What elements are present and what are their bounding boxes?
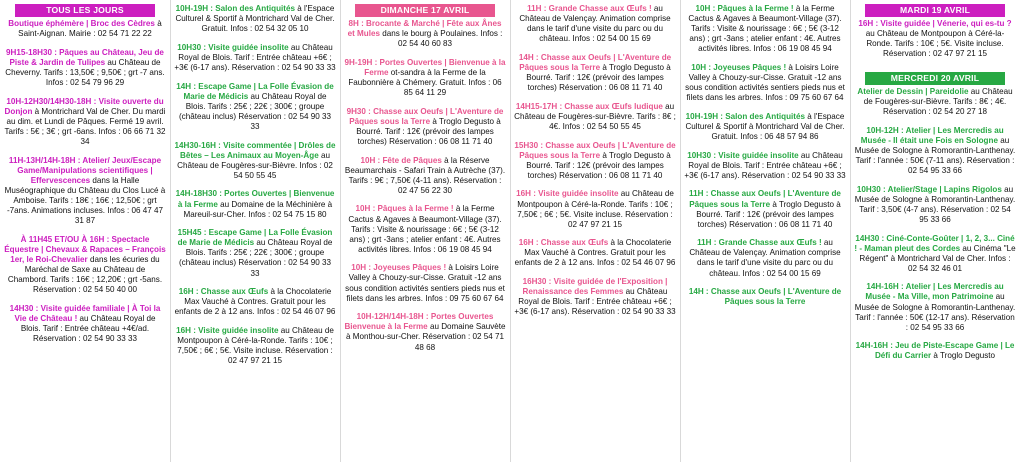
event-entry xyxy=(344,312,506,352)
event-title[interactable]: 10H-19H : Salon des Antiquités xyxy=(685,111,805,121)
event-entry xyxy=(514,238,676,268)
event-title[interactable]: 11H-13H/14H-18H : Atelier/ Jeux/Escape Game/Manipulations scientifiques | Effervescences xyxy=(8,155,162,185)
event-title[interactable]: 16H : Chasse aux Œufs xyxy=(178,287,269,297)
event-entry xyxy=(684,151,846,181)
event-details: au Château Royal de Blois. Tarif : Entrée château +6€ ; +3€ (6-17 ans). Réservation : 02 54 90 33 33 xyxy=(684,150,846,180)
event-title[interactable]: 10H-12H/14H-18H : Portes Ouvertes Bienvenue à la Ferme xyxy=(344,312,494,332)
event-entry xyxy=(514,277,676,317)
event-title[interactable]: Boutique éphémère | Broc des Cèdres xyxy=(8,19,155,28)
event-title[interactable]: 14H30 : Ciné-Conte-Goûter | 1, 2, 3... Ciné ! - Maman pleut des Cordes xyxy=(854,233,1015,253)
event-title[interactable]: 16H : Chasse aux Œufs xyxy=(518,238,609,248)
event-title[interactable]: 14H-18H30 : Portes Ouvertes | Bienvenue à la Ferme xyxy=(175,189,335,209)
event-entry xyxy=(854,234,1016,274)
column-3 xyxy=(344,0,506,462)
event-details: dans le bourg à Poulaines. Infos : 02 54 40 60 83 xyxy=(382,29,503,49)
event-title[interactable]: 14H15-17H : Chasse aux Œufs ludique xyxy=(515,101,663,111)
event-title[interactable]: 10H-12H : Atelier | Les Mercredis au Musée - Il était une Fois en Sologne xyxy=(860,125,1004,145)
event-details: au Château de Fougères-sur-Bièvre. Tarifs : 8€ ; 4€. Réservation : 02 54 20 27 18 xyxy=(863,86,1013,117)
event-entry xyxy=(174,228,336,278)
event-title[interactable]: 14H30-16H : Visite commentée | Drôles de Bêtes – Les Animaux au Moyen-Âge xyxy=(174,140,336,160)
event-details: au Château de Montpoupon à Céré-la-Ronde. Tarifs : 10€ ; 7,50€ ; 6€ ; 5€. Visite incluse. Réservation : 02 47 97 21 15 xyxy=(177,325,334,366)
event-entry xyxy=(174,287,336,317)
event-title[interactable]: 14H-16H : Atelier | Les Mercredis au Musée - Ma Ville, mon Patrimoine xyxy=(865,282,1004,302)
event-title[interactable]: 10H : Joyeuses Pâques ! xyxy=(351,263,447,273)
event-details: au Château de Fougères-sur-Bièvre. Infos : 02 54 50 55 45 xyxy=(177,150,333,180)
event-entry xyxy=(344,263,506,303)
event-title[interactable]: 14H-16H : Jeu de Piste-Escape Game | Le Défi du Carrier xyxy=(855,341,1015,361)
event-entry xyxy=(684,112,846,142)
event-details: à Saint-Aignan. Mairie : 02 54 71 22 22 xyxy=(18,19,162,39)
event-details: à l'Espace Culturel & Sportif à Montrichard Val de Cher. Gratuit. Infos : 02 54 32 05 10 xyxy=(175,4,335,34)
event-details: au Château de Valençay. Animation comprise dans le tarif d'une visite du parc ou du château. Infos : 02 54 00 15 69 xyxy=(519,4,671,44)
event-entry xyxy=(854,341,1016,361)
event-title[interactable]: 10H : Pâques à la Ferme ! xyxy=(695,4,794,13)
day-header: TOUS LES JOURS xyxy=(15,4,155,17)
event-details: à la Ferme Cactus & Agaves à Beaumont-Village (37). Tarifs : Visite & nourissage : 6€ ; 5€ (3-12 ans) ; grt -3ans ; atelier enfant : 4€. Autres activités libres. Infos : 06 19 08 45 94 xyxy=(688,4,842,54)
event-title[interactable]: 10H30 : Visite guidée insolite xyxy=(177,42,289,52)
event-title[interactable]: 16H : Visite guidée insolite xyxy=(516,189,619,199)
event-title[interactable]: 9H30 : Chasse aux Oeufs | L'Aventure de Pâques sous la Terre xyxy=(346,106,504,126)
event-entry xyxy=(174,189,336,219)
event-entry xyxy=(854,19,1016,59)
event-title[interactable]: 16H30 : Visite guidée de l'Exposition | Renaissance des Femmes xyxy=(522,277,668,297)
column-2 xyxy=(174,0,336,462)
event-entry xyxy=(514,4,676,44)
event-details: à Troglo Degusto à Bourré. Tarif : 12€ (prévoir des lampes torches) Réservation : 06 08 11 71 40 xyxy=(696,199,841,229)
event-entry xyxy=(514,141,676,181)
event-title[interactable]: 16H : Visite guidée insolite xyxy=(176,325,279,335)
column-1 xyxy=(4,0,166,462)
event-entry xyxy=(854,87,1016,117)
event-entry xyxy=(344,58,506,98)
event-title[interactable]: 10H-12H30/14H30-18H : Visite ouverte du Donjon xyxy=(4,96,164,116)
event-details: au Château Royal de Blois. Tarifs : 25€ ; 22€ ; 300€ ; groupe (château inclus) Réservation : 02 54 90 33 33 xyxy=(178,91,332,131)
event-title[interactable]: Atelier de Dessin | Pareidolie xyxy=(857,86,969,96)
event-entry xyxy=(514,102,676,132)
event-title[interactable]: À 11H45 ET/OU À 16H : Spectacle Équestre | Chevaux & Rapaces – François 1er, le Roi-Chevalier xyxy=(4,234,166,264)
event-entry xyxy=(4,235,166,296)
event-details: au Château Royal de Blois. Tarif : Entrée château +6€ ; +3€ (6-17 ans). Réservation : 02 54 90 33 33 xyxy=(514,287,676,317)
event-title[interactable]: 14H : Chasse aux Oeufs | L'Aventure de Pâques sous la Terre xyxy=(518,52,672,72)
event-details: au Château de Cheverny. Tarifs : 13,50€ ; 9,50€ ; grt -7 ans. Infos : 02 54 79 96 29 xyxy=(5,57,165,87)
event-title[interactable]: 11H : Grande Chasse aux Œufs ! xyxy=(527,4,652,13)
event-details: ot-sandra à la Ferme de la Faubonnière à Chémery. Gratuit. Infos : 06 85 64 11 29 xyxy=(348,67,502,98)
event-entry xyxy=(854,126,1016,176)
event-details: au Domaine Sauvète à Monthou-sur-Cher. Réservation : 02 54 71 48 68 xyxy=(346,322,506,352)
day-header: DIMANCHE 17 AVRIL xyxy=(355,4,495,17)
event-details: au Château Royal de Blois. Tarif : Entrée château +4€/ad. Réservation : 02 54 90 33 33 xyxy=(20,313,156,344)
event-entry xyxy=(344,204,506,254)
event-title[interactable]: 10H-19H : Salon des Antiquités xyxy=(175,4,295,13)
event-details: à Troglo Degusto à Bourré. Tarif : 12€ (prévoir des lampes torches) Réservation : 06 08 11 71 40 xyxy=(526,62,671,93)
event-title[interactable]: 10H30 : Visite guidée insolite xyxy=(687,150,799,160)
event-entry xyxy=(174,4,336,34)
event-details: au Château de Valençay. Animation comprise dans le tarif d'une visite du parc ou du château. Infos : 02 54 00 15 69 xyxy=(689,238,841,278)
event-details: au Domaine de la Méchinière à Mareuil-sur-Cher. Infos : 02 54 75 15 80 xyxy=(183,199,333,219)
event-details: au Musée de Sologne à Romorantin-Lanthenay. Tarif : 3,50€ (4-7 ans). Réservation : 02 54 95 33 66 xyxy=(854,184,1016,224)
event-entry xyxy=(4,97,166,147)
event-title[interactable]: 14H : Escape Game | La Folle Évasion de Marie de Médicis xyxy=(176,81,334,101)
event-title[interactable]: 11H : Grande Chasse aux Œufs ! xyxy=(697,238,822,248)
event-title[interactable]: 10H : Fête de Pâques xyxy=(360,155,442,165)
event-title[interactable]: 15H45 : Escape Game | La Folle Évasion de Marie de Médicis xyxy=(177,228,333,248)
event-title[interactable]: 9H15-18H30 : Pâques au Château, Jeu de Piste & Jardin de Tulipes xyxy=(6,47,164,67)
event-title[interactable]: 16H : Visite guidée | Vénerie, qui es-tu ? xyxy=(858,19,1012,28)
event-details: au Musée de Sologne à Romorantin-Lanthenay. Tarif : l'année : 50€ (7-11 ans). Réservation : 02 54 95 33 66 xyxy=(854,135,1016,176)
event-details: au Château Royal de Blois. Tarifs : 25€ ; 22€ ; 300€ ; groupe (château inclus) Réservation : 02 54 90 33 33 xyxy=(178,238,333,278)
event-details: à la Chocolaterie Max Vauché à Contres. Gratuit pour les enfants de 2 à 12 ans. Infos : 02 54 46 07 96 xyxy=(174,287,336,317)
event-entry xyxy=(174,43,336,73)
event-entry xyxy=(4,156,166,227)
event-entry xyxy=(514,53,676,93)
event-title[interactable]: 11H : Chasse aux Oeufs | L'Aventure de Pâques sous la Terre xyxy=(689,189,841,209)
event-details: à la Chocolaterie Max Vauché à Contres. Gratuit pour les enfants de 2 à 12 ans. Infos : 02 54 46 07 96 xyxy=(514,238,676,268)
event-entry xyxy=(514,189,676,229)
event-title[interactable]: 9H-19H : Portes Ouvertes | Bienvenue à la Ferme xyxy=(344,57,506,77)
day-header: MERCREDI 20 AVRIL xyxy=(865,72,1005,85)
event-title[interactable]: 15H30 : Chasse aux Oeufs | L'Aventure de Pâques sous la Terre xyxy=(514,140,676,160)
event-entry xyxy=(174,326,336,366)
event-entry xyxy=(344,19,506,49)
event-entry xyxy=(854,282,1016,332)
event-title[interactable]: 10H : Pâques à la Ferme ! xyxy=(355,204,454,214)
event-title[interactable]: 10H : Joyeuses Pâques ! xyxy=(691,62,787,72)
event-entry xyxy=(684,189,846,229)
column-5 xyxy=(684,0,846,462)
event-details: au Château de Montpoupon à Céré-la-Ronde. Tarifs : 10€ ; 7,50€ ; 6€ ; 5€. Visite incluse. Réservation : 02 47 97 21 15 xyxy=(517,189,674,229)
event-entry xyxy=(4,19,166,39)
event-details: au Château de Fougères-sur-Bièvre. Tarifs : 8€ ; 4€. Infos : 02 54 50 55 45 xyxy=(514,101,676,131)
event-title[interactable]: 14H30 : Visite guidée familiale | À Toi la Vie de Château ! xyxy=(9,303,161,323)
event-entry xyxy=(684,287,846,307)
event-details: dans la Halle Muséographique du Château du Clos Lucé à Amboise. Tarifs : 18€ ; 16€ ; 12,50€ ; grt -7ans. Animations incluses. Infos : 06 47 47 31 87 xyxy=(4,175,166,226)
event-details: à Montrichard Val de Cher. Du mardi au dim. et Lundi de Pâques. Fermé 19 avril. Tarifs : 5€ ; 3€ ; grt -6ans. Infos : 06 66 71 32 34 xyxy=(4,106,166,146)
event-title[interactable]: 14H : Chasse aux Oeufs | L'Aventure de Pâques sous la Terre xyxy=(688,287,842,307)
column-6 xyxy=(854,0,1016,462)
event-details: à l'Espace Culturel & Sportif à Montrichard Val de Cher. Gratuit. Infos : 06 48 57 94 86 xyxy=(685,111,845,142)
event-entry xyxy=(344,107,506,147)
event-title[interactable]: 10H30 : Atelier/Stage | Lapins Rigolos xyxy=(856,184,1002,194)
event-details: à Troglo Degusto à Bourré. Tarif : 12€ (prévoir des lampes torches) Réservation : 06 08 11 71 40 xyxy=(526,150,671,180)
event-entry xyxy=(684,63,846,103)
event-entry xyxy=(4,48,166,88)
event-details: à Loisirs Loire Valley à Chouzy-sur-Cisse. Gratuit -12 ans sous condition activités sentiers pieds nus et filets dans les arbres. Infos : 09 75 60 67 64 xyxy=(685,62,845,103)
event-details: à Troglo Degusto xyxy=(933,351,996,361)
event-entry xyxy=(684,4,846,54)
event-details: à Troglo Degusto à Bourré. Tarif : 12€ (prévoir des lampes torches) Réservation : 06 08 11 71 40 xyxy=(356,116,501,146)
event-details: à la Ferme Cactus & Agaves à Beaumont-Village (37). Tarifs : Visite & nourissage : 6€ ; 5€ (3-12 ans) ; grt -3ans ; atelier enfant : 4€. Autres activités libres. Infos : 06 19 08 45 94 xyxy=(348,204,502,254)
column-4 xyxy=(514,0,676,462)
event-entry xyxy=(344,156,506,196)
event-entry xyxy=(174,82,336,132)
event-details: au Château Royal de Blois. Tarif : Entrée château +6€ ; +3€ (6-17 ans). Réservation : 02 54 90 33 33 xyxy=(174,42,336,72)
event-title[interactable]: 8H : Brocante & Marché | Fête aux Ânes et Mules xyxy=(347,19,502,39)
day-header: MARDI 19 AVRIL xyxy=(865,4,1005,17)
event-details: à la Réserve Beaumarchais - Safari Train à Autrèche (37). Tarifs : 9€ ; 7,50€ (4-11 ans). Réservation : 02 47 56 22 30 xyxy=(344,155,506,195)
event-details: au Cinéma "Le Régent" à Montrichard Val de Cher. Infos : 02 54 32 46 01 xyxy=(859,243,1016,273)
event-entry xyxy=(684,238,846,278)
event-entry xyxy=(4,304,166,344)
event-details: dans les écuries du Maréchal de Saxe au Château de Chambord. Tarifs : 16€ ; 12,20€ ; grt -5ans. Réservation : 02 54 50 40 00 xyxy=(7,254,163,295)
event-details: au Château de Montpoupon à Céré-la-Ronde. Tarifs : 10€ ; 5€. Visite incluse. Réservation : 02 47 97 21 15 xyxy=(865,29,1005,59)
event-details: au Musée de Sologne à Romorantin-Lanthenay. Tarif : l'année : 50€ (12-17 ans). Réservation : 02 54 95 33 66 xyxy=(854,292,1016,332)
event-entry xyxy=(854,185,1016,225)
event-details: à Loisirs Loire Valley à Chouzy-sur-Cisse. Gratuit -12 ans sous condition activités sentiers pieds nus et filets dans les arbres. Infos : 09 75 60 67 64 xyxy=(345,263,505,303)
event-entry xyxy=(174,141,336,181)
